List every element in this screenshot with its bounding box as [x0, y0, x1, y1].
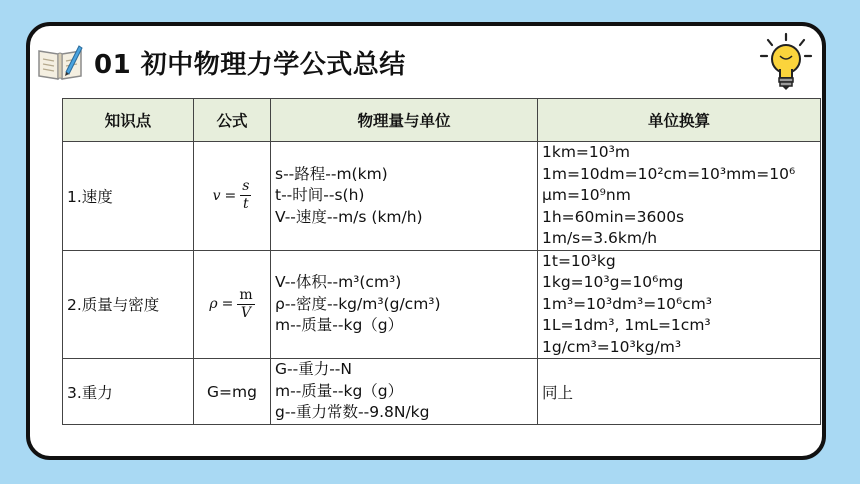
page-title: 01 初中物理力学公式总结	[94, 49, 406, 80]
table-row	[63, 250, 821, 359]
table-header-row	[63, 99, 821, 142]
conversions-cell: 1t=10³kg 1kg=10³g=10⁶mg 1m³=10³dm³=10⁶cm³ 1L=1dm³, 1mL=1cm³ 1g/cm³=10³kg/m³	[538, 250, 821, 359]
light-bulb-icon	[758, 32, 814, 92]
content-card	[26, 22, 826, 460]
quantities-cell: G--重力--N m--质量--kg（g） g--重力常数--9.8N/kg	[271, 359, 538, 425]
quantities-cell: V--体积--m³(cm³) ρ--密度--kg/m³(g/cm³) m--质量--kg（g）	[271, 250, 538, 359]
quantities-cell: s--路程--m(km) t--时间--s(h) V--速度--m/s (km/h)	[271, 142, 538, 251]
header-formula: 公式	[194, 99, 271, 142]
formula-cell	[194, 250, 271, 359]
open-book-icon	[36, 42, 84, 82]
conversions-cell: 1km=10³m 1m=10dm=10²cm=10³mm=10⁶ μm=10⁹nm 1h=60min=3600s 1m/s=3.6km/h	[538, 142, 821, 251]
speed-formula: v = $\frac{s}{t}$	[212, 178, 250, 213]
title-row	[36, 40, 406, 84]
header-topic: 知识点	[63, 99, 194, 142]
topic-cell: 2.质量与密度	[63, 250, 194, 359]
header-quantities: 物理量与单位	[271, 99, 538, 142]
formula-table	[62, 98, 821, 425]
density-formula: ρ = $\frac{m}{V}$	[209, 286, 253, 321]
formula-cell	[194, 142, 271, 251]
table-row	[63, 359, 821, 425]
topic-cell: 3.重力	[63, 359, 194, 425]
conversions-cell: 同上	[538, 359, 821, 425]
header-conversions: 单位换算	[538, 99, 821, 142]
formula-cell: G=mg	[194, 359, 271, 425]
table-row	[63, 142, 821, 251]
topic-cell: 1.速度	[63, 142, 194, 251]
